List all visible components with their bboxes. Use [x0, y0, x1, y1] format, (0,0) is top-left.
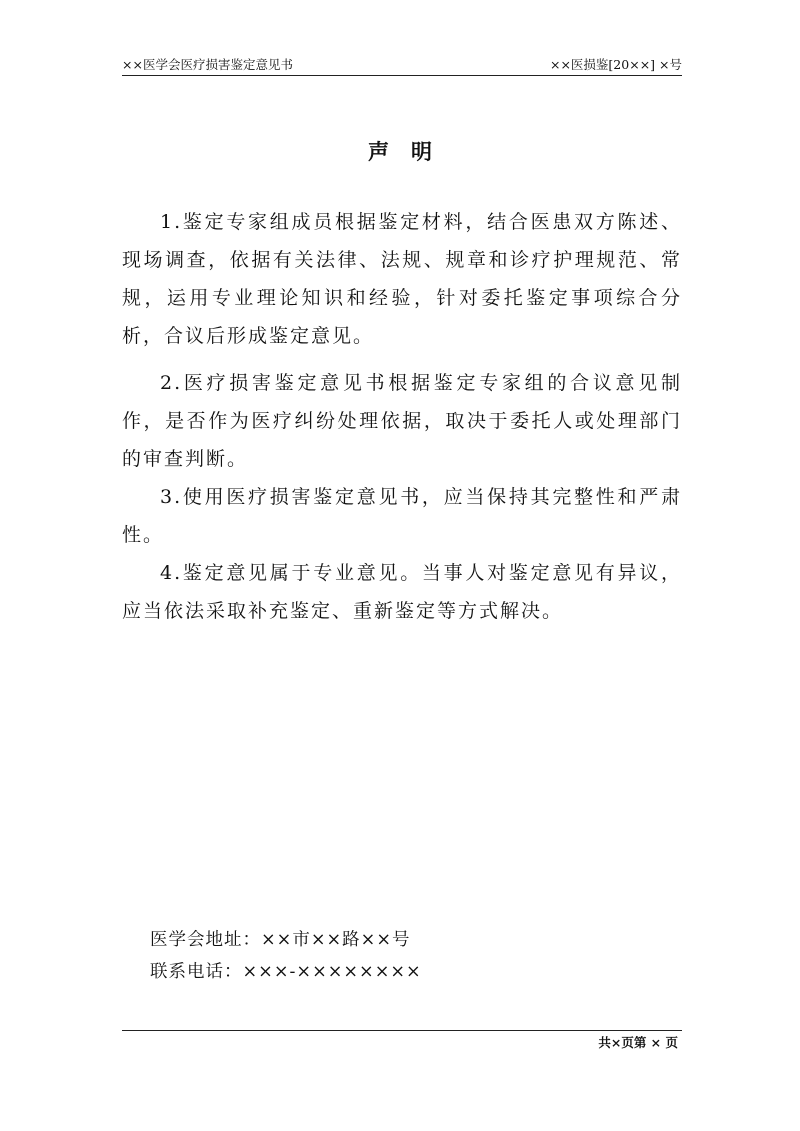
statement-body	[122, 203, 682, 630]
page-header	[122, 56, 682, 74]
header-divider	[122, 75, 682, 76]
header-document-number: ××医损鉴[20××] ×号	[549, 57, 682, 72]
statement-paragraph-4: 4.鉴定意见属于专业意见。当事人对鉴定意见有异议，应当依法采取补充鉴定、重新鉴定等方式解决。	[122, 562, 682, 622]
statement-paragraph-2: 2.医疗损害鉴定意见书根据鉴定专家组的合议意见制作，是否作为医疗纠纷处理依据，取决于委托人或处理部门的审查判断。	[122, 372, 682, 470]
contact-info	[150, 924, 422, 988]
footer-page-info: 共×页第 × 页	[598, 1035, 678, 1050]
statement-paragraph-3: 3.使用医疗损害鉴定意见书，应当保持其完整性和严肃性。	[122, 486, 682, 546]
page-title: 声明	[368, 139, 454, 164]
contact-phone: 联系电话：×××-××××××××	[150, 962, 422, 982]
statement-paragraph-1: 1.鉴定专家组成员根据鉴定材料，结合医患双方陈述、现场调查，依据有关法律、法规、规章和诊疗护理规范、常规，运用专业理论知识和经验，针对委托鉴定事项综合分析，合议后形成鉴定意见。	[122, 211, 682, 347]
contact-address: 医学会地址：××市××路××号	[150, 930, 411, 950]
header-document-title: ××医学会医疗损害鉴定意见书	[122, 57, 293, 72]
footer-divider	[122, 1030, 682, 1031]
